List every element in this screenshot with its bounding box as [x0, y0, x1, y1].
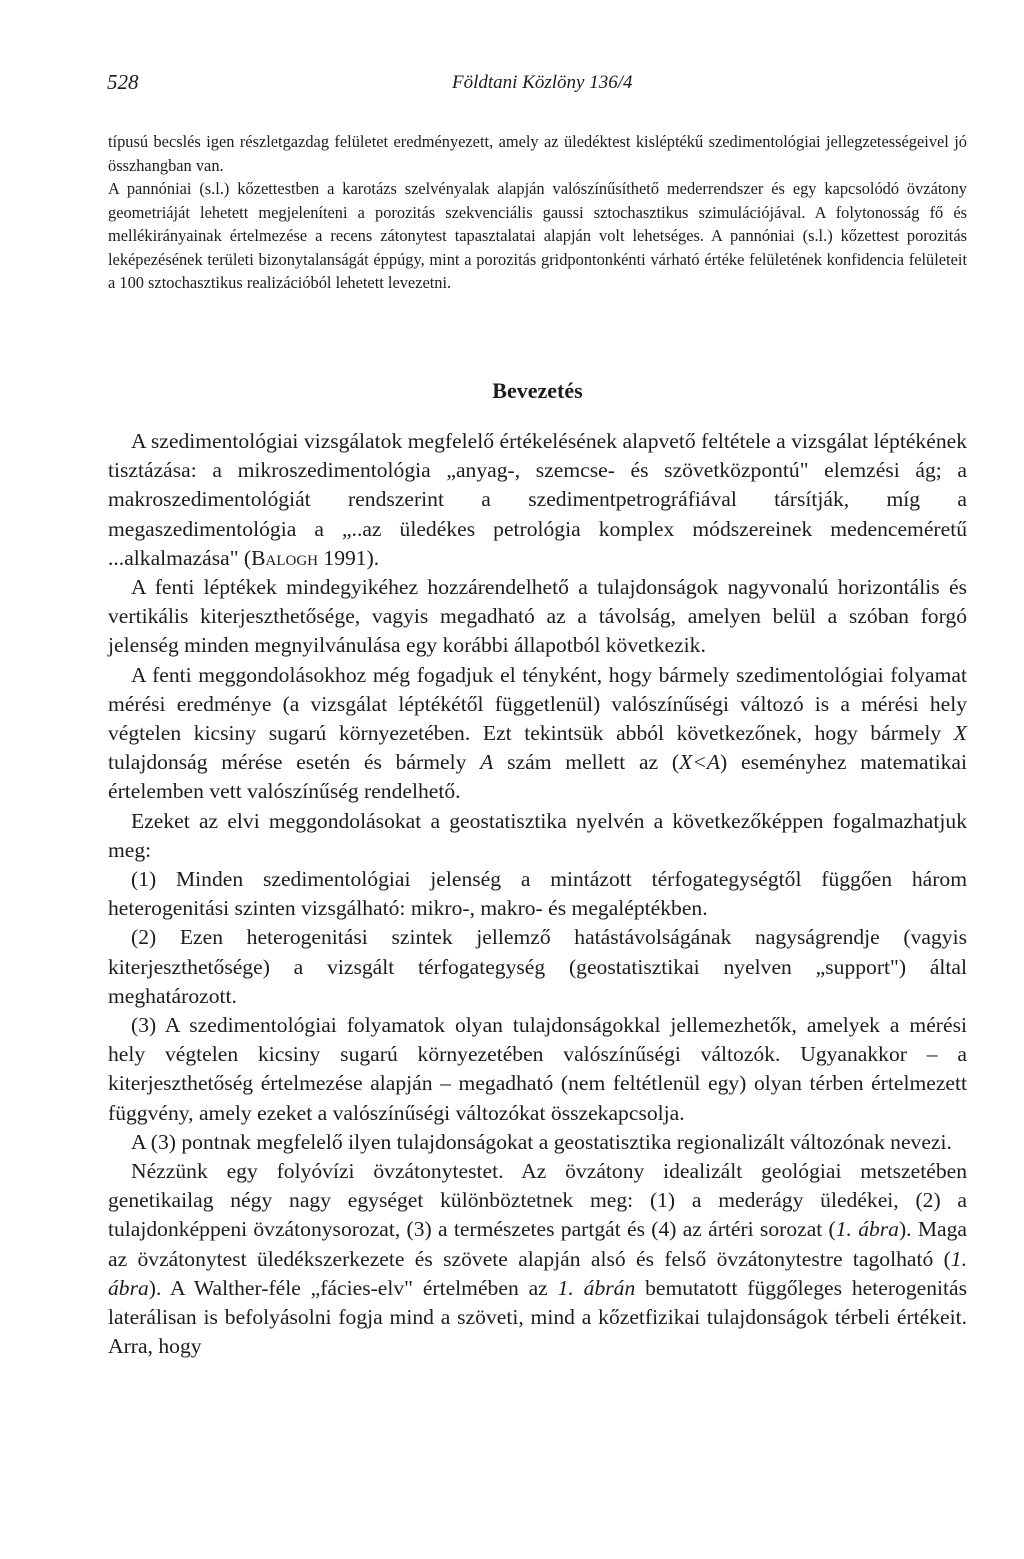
page-number: 528: [107, 70, 139, 94]
body-text-run: ). A Walther-féle „fácies-elv" értelmében az: [148, 1275, 558, 1300]
list-item: (1) Minden szedimentológiai jelenség a mintázott térfogategységtől függően három heterogenitási szinten vizsgálható: mikro-, makro- és megaléptékben.: [108, 867, 967, 921]
list-item: (2) Ezen heterogenitási szintek jellemző hatástávolságának nagyságrendje (vagyis kiterjeszthetősége) a vizsgált térfogategység (geostatisztikai nyelven „support") által meghatározott.: [108, 925, 967, 1008]
journal-title: Földtani Közlöny 136/4: [452, 72, 633, 93]
abstract: [108, 130, 967, 295]
body-text-run: ). Maga az övzátonytest üledékszerkezete és szövete alapján alsó és felső övzátonytestre tagolható (: [108, 1217, 967, 1271]
variable-a: A: [480, 750, 494, 775]
body-text: [108, 427, 967, 1362]
body-text-run: Nézzünk egy folyóvízi övzátonytestet. Az övzátony idealizált geológiai metszetében genetikailag négy nagy egységet különböztetnek meg: (1) a mederágy üledékei, (2) a tulajdonképpeni övzátonysorozat, (3) a természetes partgát és (4) az ártéri sorozat (: [108, 1159, 967, 1242]
body-paragraph: A (3) pontnak megfelelő ilyen tulajdonságokat a geostatisztika regionalizált változónak nevezi.: [131, 1129, 952, 1154]
body-paragraph: [108, 661, 967, 807]
variable-x: X: [953, 721, 967, 746]
citation-author: Balogh: [251, 545, 319, 570]
body-text-run: 1991).: [318, 545, 380, 570]
event-expression: X<A: [679, 750, 721, 775]
body-paragraph: Ezeket az elvi meggondolásokat a geostatisztika nyelvén a következőképpen fogalmazhatjuk meg:: [108, 808, 967, 862]
body-text-run: tulajdonság mérése esetén és bármely: [108, 750, 481, 775]
figure-reference: 1. ábra: [835, 1217, 899, 1242]
body-paragraph: A fenti léptékek mindegyikéhez hozzárendelhető a tulajdonságok nagyvonalú horizontális és vertikális kiterjeszthetősége, vagyis megadható az a távolság, amelyen belül a szóban forgó jelenség minden megnyilvánulása egy korábbi állapotból következik.: [108, 575, 967, 658]
body-text-run: bemutatott függőleges heterogenitás laterálisan is befolyásolni fogja mind a szöveti, mind a kőzetfizikai tulajdonságok térbeli értékeit. Arra, hogy: [108, 1275, 967, 1359]
abstract-paragraph: A pannóniai (s.l.) kőzettestben a karotázs szelvényalak alapján valószínűsíthető mederrendszer és egy kapcsolódó övzátony geometriáját lehetett megjeleníteni a porozitás szekvenciális gaussi sztochasztikus szimulációjával. A folytonosság fő és mellékirányainak értelmezése a recens zátonytest tapasztalatai alapján volt lehetséges. A pannóniai (s.l.) kőzettest porozitás leképezésének területi bizonytalanságát éppúgy, mint a porozitás gridpontonkénti várható értéke felületének konfidencia felületeit a 100 sztochasztikus realizációból lehetett levezetni.: [108, 179, 967, 292]
body-text-run: A fenti meggondolásokhoz még fogadjuk el tényként, hogy bármely szedimentológiai folyamat mérési eredménye (a vizsgálat léptékétől függetlenül) valószínűségi változó is a mérési hely végtelen kicsiny sugarú környezetében. Ezt tekintsük abból következőnek, hogy bármely: [108, 662, 967, 746]
figure-reference: 1. ábra: [108, 1246, 967, 1300]
list-item: (3) A szedimentológiai folyamatok olyan tulajdonságokkal jellemezhetők, amelyek a mérési hely végtelen kicsiny sugarú környezetében valószínűségi változók. Ugyanakkor – a kiterjeszthetőség értelmezése alapján – megadható (nem feltétlenül egy) olyan térben értelmezett függvény, amely ezeket a valószínűségi változókat összekapcsolja.: [108, 1013, 967, 1125]
body-text-run: ) eseményhez matematikai értelemben vett valószínűség rendelhető.: [108, 750, 967, 804]
body-text-run: A szedimentológiai vizsgálatok megfelelő értékelésének alapvető feltétele a vizsgálat léptékének tisztázása: a mikroszedimentológia „anyag-, szemcse- és szövetközpontú" elemzési ág; a makroszedimentológiát rendszerint a szedimentpetrográfiával társítják, míg a megaszedimentológia a „..az üledékes petrológia komplex módszereinek medenceméretű ...alkalmazása" (: [108, 429, 967, 570]
running-header: [107, 70, 967, 100]
body-paragraph: [108, 1157, 967, 1361]
body-paragraph: [108, 427, 967, 573]
figure-reference: 1. ábrán: [557, 1275, 636, 1300]
section-heading: Bevezetés: [492, 378, 583, 403]
abstract-paragraph: típusú becslés igen részletgazdag felületet eredményezett, amely az üledéktest kisléptékű szedimentológiai jellegzetességeivel jó összhangban van.: [108, 132, 967, 175]
body-text-run: szám mellett az (: [493, 750, 680, 775]
